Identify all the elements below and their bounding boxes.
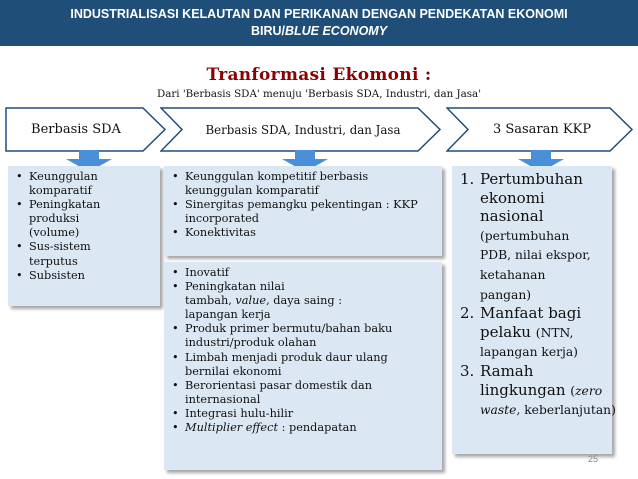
- list-item: [458, 362, 620, 420]
- list-item-text: : pendapatan: [277, 421, 357, 435]
- arrow-berbasis-sda-industri-jasa: [160, 107, 442, 152]
- list-item-sub: (pertumbuhan PDB, nilai ekspor, ketahanan pangan): [480, 228, 591, 302]
- arrow-1-label: Berbasis SDA: [31, 122, 121, 137]
- list-item: • Konektivitas: [170, 226, 436, 240]
- panel-berbasis-sda-industri-jasa-top: [164, 166, 442, 256]
- header-line2-plain: BIRU/: [250, 24, 285, 38]
- col2-bottom-list: [170, 266, 436, 435]
- list-item: • Sinergitas pemangku pekentingan : KKP incorporated: [170, 198, 447, 226]
- header-line2: [0, 23, 638, 40]
- list-item: [458, 304, 612, 362]
- header-line2-italic: BLUE ECONOMY: [284, 24, 388, 38]
- list-item: • Subsisten: [14, 269, 154, 283]
- list-item-line: Peningkatan nilai: [185, 280, 285, 294]
- list-item-main: Pertumbuhan ekonomi nasional: [480, 170, 583, 226]
- list-item-italic: Multiplier effect: [185, 421, 278, 435]
- list-item-main: Ramah lingkungan: [480, 361, 566, 399]
- list-item-italic: value: [235, 294, 267, 308]
- col3-list: [458, 170, 616, 420]
- col1-list: [14, 170, 154, 283]
- panel-berbasis-sda: [8, 166, 160, 306]
- list-item: [458, 170, 600, 304]
- panel-3-sasaran-kkp: [452, 166, 616, 454]
- list-item-sub-pre: (: [570, 383, 576, 398]
- slide-subtitle: Dari 'Berbasis SDA' menuju 'Berbasis SDA, Industri, dan Jasa': [156, 88, 482, 100]
- arrow-2-label: Berbasis SDA, Industri, dan Jasa: [205, 122, 401, 137]
- arrow-3-label: 3 Sasaran KKP: [492, 122, 592, 137]
- list-number: 2.: [460, 304, 475, 323]
- list-item-text: , daya saing :: [266, 294, 343, 308]
- list-item-line: lapangan kerja: [185, 308, 271, 322]
- header-line1: INDUSTRIALISASI KELAUTAN DAN PERIKANAN DENGAN PENDEKATAN EKONOMI: [70, 7, 568, 21]
- list-item: • Integrasi hulu-hilir: [170, 407, 436, 421]
- arrow-3-sasaran-kkp: [446, 107, 634, 152]
- list-item: [170, 421, 436, 435]
- list-item-sub-post: keberlanjutan): [524, 403, 616, 418]
- list-item-text: tambah,: [185, 294, 236, 308]
- list-item-sub-italic: zero waste,: [480, 383, 603, 418]
- page-number: 25: [587, 454, 598, 464]
- header-banner: [0, 0, 638, 46]
- list-item: • Keunggulan komparatif: [14, 170, 154, 198]
- arrow-berbasis-sda: [5, 107, 167, 152]
- list-item-main: Manfaat bagi pelaku: [480, 304, 582, 341]
- list-item: • Berorientasi pasar domestik dan internasional: [170, 379, 420, 407]
- list-item: [170, 280, 436, 322]
- col2-top-list: [170, 170, 436, 240]
- list-item: • Inovatif: [170, 266, 436, 280]
- slide-title: Tranformasi Ekomoni :: [206, 65, 432, 85]
- list-item: • Sus-sistem terputus: [14, 240, 129, 268]
- list-item: • Produk primer bermutu/bahan baku industri/produk olahan: [170, 322, 415, 350]
- list-item: • Limbah menjadi produk daur ulang bernilai ekonomi: [170, 351, 400, 379]
- list-number: 1.: [460, 170, 475, 188]
- panel-berbasis-sda-industri-jasa-bottom: [164, 262, 442, 470]
- list-number: 3.: [460, 361, 475, 380]
- list-item-sub: (NTN, lapangan kerja): [480, 325, 578, 360]
- list-item: • Peningkatan produksi (volume): [14, 198, 119, 240]
- list-item: • Keunggulan kompetitif berbasis keunggulan komparatif: [170, 170, 425, 198]
